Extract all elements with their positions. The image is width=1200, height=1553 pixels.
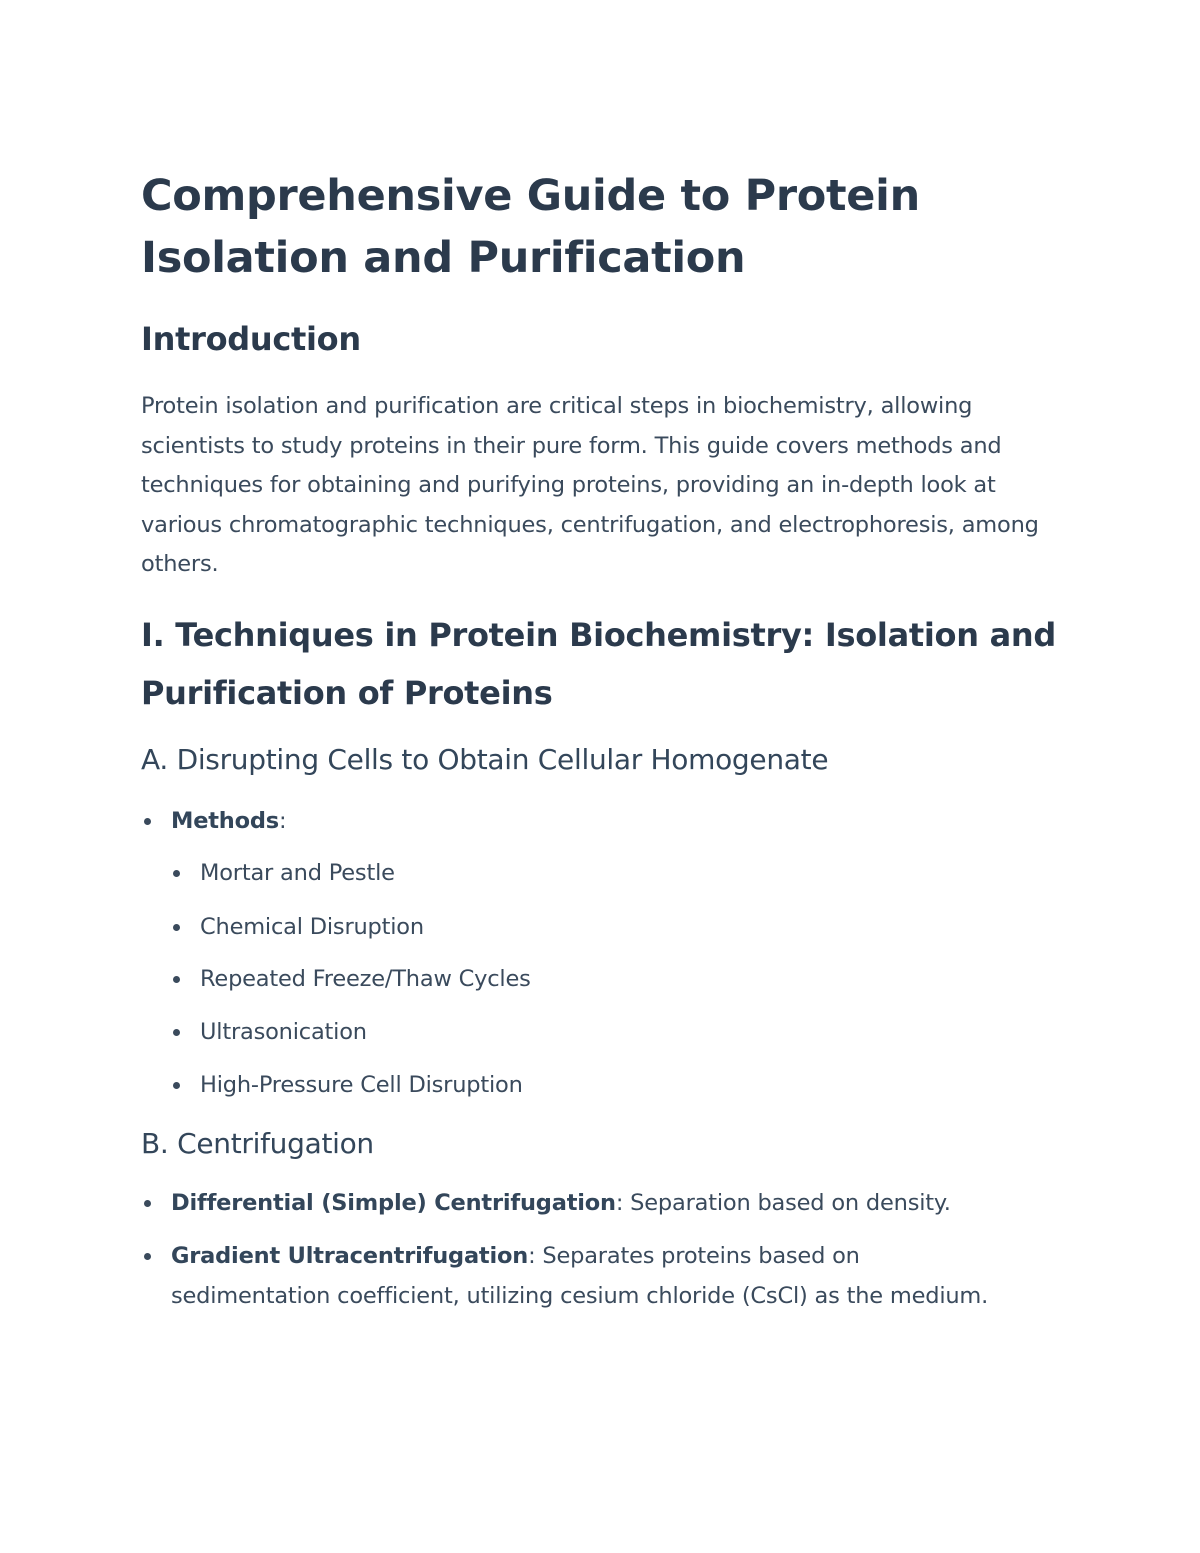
methods-label: Methods — [171, 808, 279, 834]
bullet-icon — [144, 818, 151, 825]
method-label: Ultrasonication — [200, 1019, 367, 1045]
page-title: Comprehensive Guide to Protein Isolation and Purification — [141, 171, 920, 283]
centrifugation-desc: : Separates proteins based on sedimentation coefficient, utilizing cesium chloride (CsCl) as the medium. — [171, 1243, 989, 1309]
method-item — [200, 1012, 367, 1052]
method-label: Chemical Disruption — [200, 914, 424, 940]
subsection-a-heading: A. Disrupting Cells to Obtain Cellular Homogenate — [141, 743, 829, 776]
subsection-b-heading: B. Centrifugation — [141, 1127, 374, 1160]
method-label: High-Pressure Cell Disruption — [200, 1072, 523, 1098]
centrifugation-term: Differential (Simple) Centrifugation — [171, 1190, 616, 1216]
method-item — [200, 907, 424, 947]
bullet-icon — [173, 976, 180, 983]
method-item — [200, 853, 395, 893]
introduction-heading: Introduction — [141, 320, 361, 358]
bullet-icon — [173, 870, 180, 877]
methods-colon: : — [278, 808, 287, 834]
bullet-icon — [144, 1200, 151, 1207]
section-1-heading: I. Techniques in Protein Biochemistry: Isolation and Purification of Proteins — [141, 616, 1056, 712]
bullet-icon — [173, 1082, 180, 1089]
methods-list-item — [171, 801, 286, 841]
centrifugation-desc: : Separation based on density. — [615, 1190, 951, 1216]
method-item — [200, 959, 531, 999]
centrifugation-item — [171, 1236, 1001, 1316]
centrifugation-item — [171, 1183, 1001, 1223]
method-item — [200, 1065, 523, 1105]
method-label: Repeated Freeze/Thaw Cycles — [200, 966, 531, 992]
bullet-icon — [173, 924, 180, 931]
bullet-icon — [173, 1029, 180, 1036]
method-label: Mortar and Pestle — [200, 860, 395, 886]
introduction-paragraph: Protein isolation and purification are critical steps in biochemistry, allowing scientists to study proteins in their pure form. This guide covers methods and techniques for obtaining and purifying proteins, providing an in-depth look at various chromatographic techniques, centrifugation, and electrophoresis, among others. — [141, 393, 1039, 577]
centrifugation-term: Gradient Ultracentrifugation — [171, 1243, 529, 1269]
bullet-icon — [144, 1253, 151, 1260]
